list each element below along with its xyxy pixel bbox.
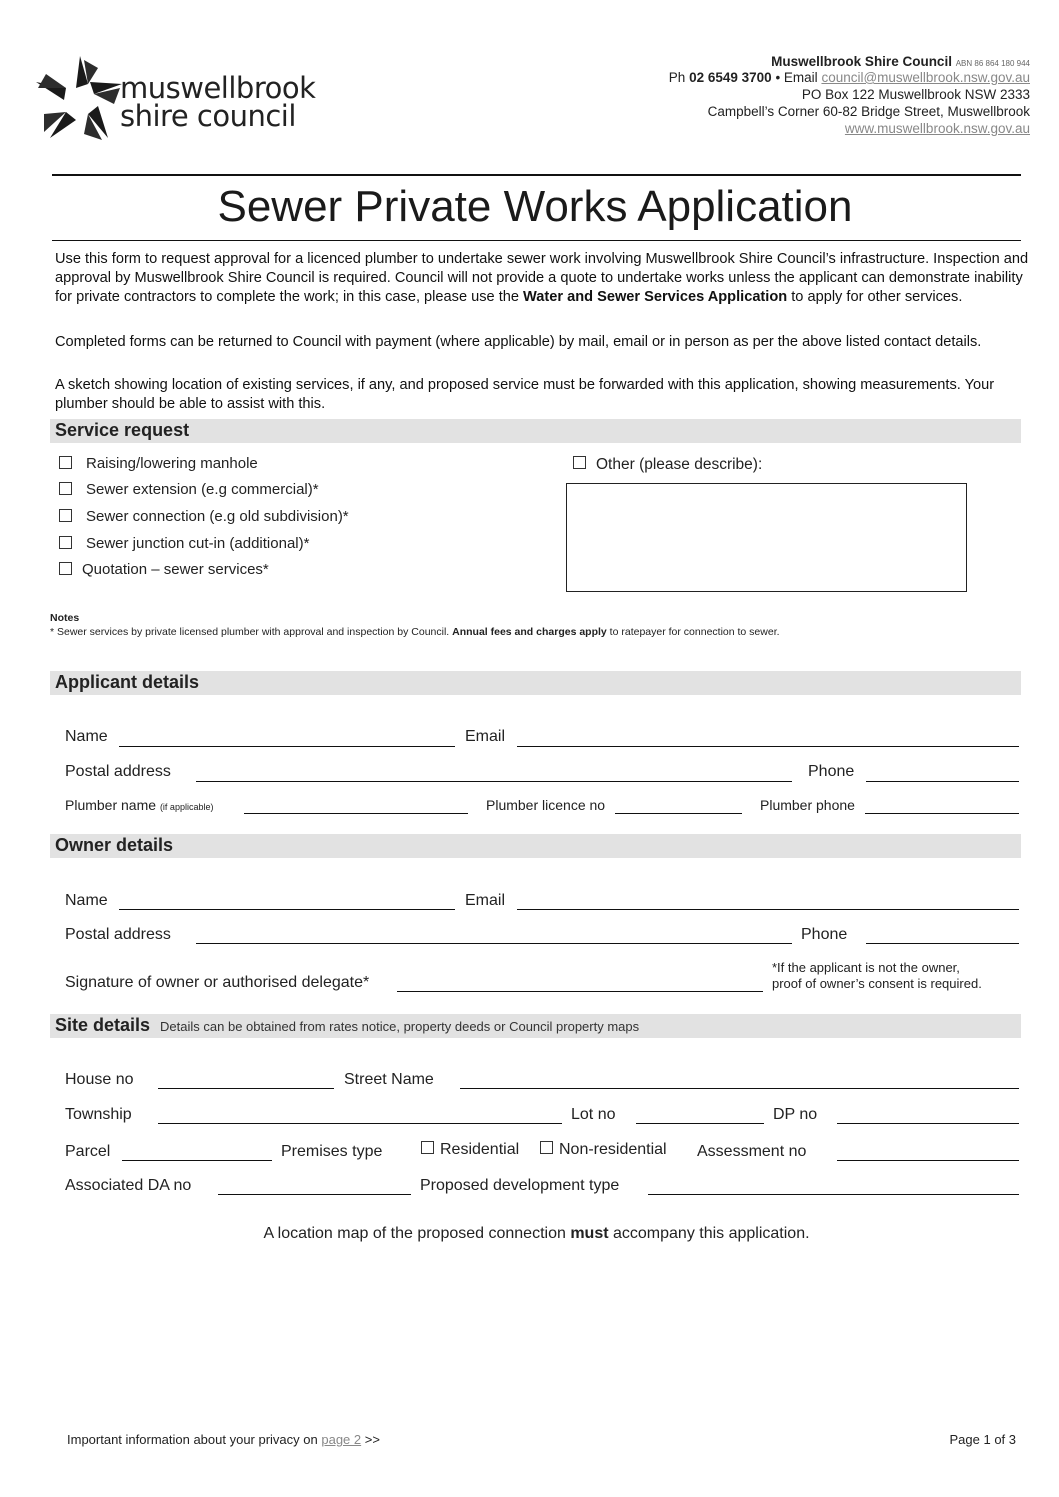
owner-signature-field[interactable]	[397, 973, 763, 992]
dp-no-label: DP no	[773, 1106, 818, 1123]
option-label: Raising/lowering manhole	[86, 455, 258, 472]
associated-da-field[interactable]	[218, 1176, 411, 1195]
org-name: Muswellbrook Shire Council	[771, 54, 952, 69]
intro-p1-text: Use this form to request approval for a licenced plumber to undertake sewer work involving Muswellbrook Shire Council’s infrastructure. Inspection and approval by Muswellbrook Shire Council is required. Council will not provide a quote to undertake works unless the applicant can demonstrate inability for private contractors to complete the work; in this case, please use the	[55, 251, 1029, 305]
assessment-no-field[interactable]	[837, 1142, 1019, 1161]
option-sewer-connection[interactable]	[59, 508, 349, 525]
owner-email-field[interactable]	[517, 891, 1019, 910]
consent-note-line-2: proof of owner’s consent is required.	[772, 976, 982, 991]
option-sewer-junction-cut-in[interactable]	[59, 535, 309, 552]
website-link[interactable]: www.muswellbrook.nsw.gov.au	[844, 121, 1030, 136]
parcel-label: Parcel	[65, 1143, 111, 1160]
lot-no-label: Lot no	[571, 1106, 616, 1123]
applicant-phone-label: Phone	[808, 763, 855, 780]
associated-da-label: Associated DA no	[65, 1177, 192, 1194]
plumber-phone-label: Plumber phone	[760, 797, 855, 813]
page-number: Page 1 of 3	[949, 1432, 1016, 1447]
applicant-phone-field[interactable]	[866, 763, 1019, 782]
plumber-licence-label: Plumber licence no	[486, 797, 606, 813]
note-text: * Sewer services by private licensed plumber with approval and inspection by Council.	[50, 626, 453, 638]
checkbox[interactable]	[59, 482, 72, 495]
po-box: PO Box 122 Muswellbrook NSW 2333	[801, 87, 1030, 102]
abn: ABN 86 864 180 944	[955, 59, 1030, 68]
assessment-no-label: Assessment no	[697, 1143, 807, 1160]
option-label: Quotation – sewer services*	[82, 561, 269, 578]
plumber-name-note: (if applicable)	[159, 802, 214, 812]
phone-label: Ph	[668, 70, 686, 85]
checkbox[interactable]	[573, 456, 586, 469]
option-other[interactable]	[573, 456, 762, 474]
privacy-page-link[interactable]: page 2	[321, 1432, 362, 1447]
contact-phone-email-line	[669, 70, 1030, 85]
checkbox[interactable]	[540, 1141, 553, 1154]
owner-name-label: Name	[65, 892, 108, 909]
location-note-text: A location map of the proposed connection	[263, 1225, 571, 1242]
proposed-dev-field[interactable]	[648, 1176, 1019, 1195]
residential-label: Residential	[440, 1141, 520, 1158]
location-map-note	[0, 1225, 1059, 1243]
title-top-rule	[52, 174, 1021, 176]
owner-phone-field[interactable]	[866, 925, 1019, 944]
section-header-site	[50, 1014, 1021, 1038]
plumber-name-field[interactable]	[244, 795, 468, 814]
council-logo	[36, 54, 336, 144]
site-heading	[55, 1015, 639, 1036]
lot-no-field[interactable]	[636, 1105, 764, 1124]
plumber-licence-field[interactable]	[615, 795, 742, 814]
street-address: Campbell’s Corner 60-82 Bridge Street, Muswellbrook	[707, 104, 1030, 119]
dp-no-field[interactable]	[837, 1105, 1019, 1124]
logo-line-1: muswellbrook	[120, 71, 316, 105]
owner-postal-label: Postal address	[65, 926, 171, 943]
privacy-note	[67, 1432, 380, 1447]
owner-email-label: Email	[465, 892, 506, 909]
location-note-end: accompany this application.	[608, 1225, 810, 1242]
star-logo-icon	[36, 54, 124, 142]
owner-phone-label: Phone	[801, 926, 848, 943]
notes-title: Notes	[50, 612, 80, 624]
applicant-postal-field[interactable]	[196, 763, 792, 782]
owner-name-field[interactable]	[119, 891, 455, 910]
section-header-applicant	[50, 671, 1021, 695]
section-header-owner	[50, 834, 1021, 858]
intro-paragraph-1	[55, 250, 1030, 307]
proposed-dev-label: Proposed development type	[420, 1177, 620, 1194]
site-subheading: Details can be obtained from rates notice, property deeds or Council property maps	[160, 1019, 640, 1034]
note-text-end: to ratepayer for connection to sewer.	[606, 626, 780, 638]
house-no-field[interactable]	[158, 1070, 334, 1089]
checkbox[interactable]	[59, 562, 72, 575]
other-description-box[interactable]	[566, 483, 967, 592]
note-fees: Annual fees and charges apply	[452, 626, 607, 638]
plumber-name-label	[65, 797, 213, 813]
option-raising-lowering-manhole[interactable]	[59, 455, 258, 472]
premises-type-label: Premises type	[281, 1143, 383, 1160]
privacy-arrows: >>	[361, 1432, 380, 1447]
premises-non-residential-option[interactable]	[540, 1141, 667, 1159]
checkbox[interactable]	[421, 1141, 434, 1154]
email-link[interactable]: council@muswellbrook.nsw.gov.au	[821, 70, 1030, 85]
intro-paragraph-3: A sketch showing location of existing services, if any, and proposed service must be forwarded with this application, showing measurements. Your plumber should be able to assist with this.	[55, 377, 995, 412]
plumber-name-text: Plumber name	[65, 797, 157, 813]
owner-signature-label: Signature of owner or authorised delegate*	[65, 974, 370, 991]
plumber-phone-field[interactable]	[865, 795, 1019, 814]
premises-residential-option[interactable]	[421, 1141, 519, 1159]
owner-postal-field[interactable]	[196, 925, 792, 944]
checkbox[interactable]	[59, 536, 72, 549]
applicant-name-label: Name	[65, 728, 108, 745]
title-bottom-rule	[52, 240, 1021, 241]
intro-paragraph-2: Completed forms can be returned to Council with payment (where applicable) by mail, email or in person as per the above listed contact details.	[55, 334, 982, 350]
township-label: Township	[65, 1106, 132, 1123]
street-name-field[interactable]	[460, 1070, 1019, 1089]
consent-note	[772, 960, 982, 992]
owner-heading: Owner details	[55, 835, 174, 855]
applicant-email-field[interactable]	[517, 728, 1019, 747]
option-label: Other (please describe):	[596, 456, 763, 473]
applicant-heading: Applicant details	[55, 672, 200, 692]
non-residential-label: Non-residential	[559, 1141, 667, 1158]
applicant-postal-label: Postal address	[65, 763, 171, 780]
checkbox[interactable]	[59, 509, 72, 522]
option-label: Sewer connection (e.g old subdivision)*	[86, 508, 349, 525]
site-heading-text: Site details	[55, 1015, 151, 1035]
consent-note-line-1: *If the applicant is not the owner,	[772, 960, 960, 975]
parcel-field[interactable]	[122, 1142, 272, 1161]
applicant-email-label: Email	[465, 728, 506, 745]
phone-number: 02 6549 3700	[689, 70, 772, 85]
option-label: Sewer junction cut-in (additional)*	[86, 535, 310, 552]
location-note-must: must	[570, 1225, 609, 1242]
email-label: • Email	[775, 70, 818, 85]
intro-p1-end: to apply for other services.	[787, 289, 963, 305]
option-label: Sewer extension (e.g commercial)*	[86, 481, 319, 498]
option-quotation[interactable]	[59, 561, 269, 578]
house-no-label: House no	[65, 1071, 134, 1088]
privacy-text: Important information about your privacy on	[67, 1432, 322, 1447]
applicant-name-field[interactable]	[119, 728, 455, 747]
contact-org-line	[771, 54, 1030, 69]
option-sewer-extension[interactable]	[59, 481, 319, 498]
section-header-service-request	[50, 419, 1021, 443]
service-request-heading: Service request	[55, 420, 190, 440]
logo-line-2: shire council	[120, 99, 296, 133]
page-title: Sewer Private Works Application	[217, 182, 853, 231]
water-sewer-app-ref: Water and Sewer Services Application	[523, 289, 788, 305]
notes-text	[50, 626, 780, 638]
street-name-label: Street Name	[344, 1071, 434, 1088]
checkbox[interactable]	[59, 456, 72, 469]
township-field[interactable]	[158, 1105, 562, 1124]
